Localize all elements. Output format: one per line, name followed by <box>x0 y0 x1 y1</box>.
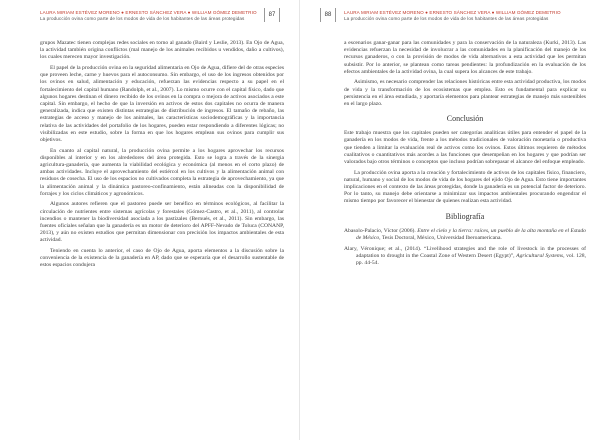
paragraph: Este trabajo muestra que los capitales pueden ser categorías analíticas útiles para entender el papel de la ganadería en los modos de vida, frente a los métodos tradicionales de valoración monetaria o productiva que tienden a limitar la evaluación real de activos como los ovinos. Estos últimos requieren de métodos cualitativos o cuantitativos más acordes a las funciones que desempeñan en los hogares y que podrían ser valorados bajo otros términos o conceptos que incluso podrían sobrepasar el alcance del enfoque empleado. <box>344 130 586 166</box>
running-head-text <box>40 10 257 22</box>
running-head-authors: LAURA MIRIAM ESTÉVEZ MORENO ● ERNESTO SÁNCHEZ VERA ● WILLIAM GÓMEZ DEMETRIO <box>344 10 561 15</box>
paragraph: Teniendo en cuenta lo anterior, el caso de Ojo de Agua, aporta elementos a la discusión sobre la conveniencia de la existencia de la ganadería en AP, dado que se esperaría que el desarrollo sustentable de estos espacios condujera <box>40 248 284 269</box>
paragraph: La producción ovina aporta a la creación y fortalecimiento de activos de los capitales físico, financiero, natural, humano y social de los modos de vida de los hogares del ejido Ojo de Agua. Esto tiene importantes implicaciones en el contexto de las áreas protegidas, donde la ganadería es un potencial factor de deterioro. Por lo tanto, su manejo debe orientarse a minimizar sus impactos ambientales procurando engendrar el mismo tiempo por favorecer el bienestar de quienes realizan esta actividad. <box>344 169 586 205</box>
reference-tail: vol. 128, pp. 44-54. <box>356 252 586 267</box>
paragraph: El papel de la producción ovina en la seguridad alimentaria en Ojo de Agua, difiere del de otras especies que proveen leche, carne y huevos para el autoconsumo. Sin embargo, el uso de los ingresos obtenidos por los ovinos en salud, alimentación y educación, refuerzan las evidencias respecto a su papel en el fortalecimiento del capital humano (Randolph, et al., 2007). Lo mismo ocurre con el capital físico, dado que algunos hogares destinan el dinero recibido de los ovinos en la compra o mejora de activos asociados a este capital. Sin embargo, el hecho de que la inversión en activos de estos dos capitales no ocurra de manera generalizada, indica que existen distintas estrategias de distribución de ingresos. El tamaño de rebaño, las estrategias de acceso y manejo de los animales, las características sociodemográficas y la importancia relativa de las actividades del portafolio de los hogares, pueden estar respondiendo a diferentes lógicas; no visibilizadas en este estudio, sobre la forma en que los hogares emplean sus ovinos para cumplir sus objetivos. <box>40 65 284 144</box>
reference-tail: Tesis Doctoral, México, Universidad Iberoamericana. <box>380 234 502 241</box>
reference-entry <box>344 228 586 242</box>
paragraph: Asimismo, es necesario comprender las relaciones históricas entre esta actividad productiva, los modos de vida y la transformación de los ecosistemas que emplea. Esto es fundamental para explicar su persistencia en el área estudiada, y aportaría elementos para plantear estrategias de manejo más sostenibles en el largo plazo. <box>344 79 586 108</box>
paragraph: Algunos autores refieren que el pastoreo puede ser benéfico en términos ecológicos, al facilitar la circulación de nutrientes entre sistemas agrícolas y forestales (Gómez-Castro, et al., 2011), al controlar incendios o mantener la biodiversidad asociada a los pastizales (Bernués, et al., 2011). Sin embargo, las fuentes oficiales señalan que la ganadería es un motor de deterioro del APFF-Nevado de Toluca (CONANP, 2013), y aún no existen estudios que permitan dimensionar con precisión los impactos ambientales de esta actividad. <box>40 201 284 244</box>
running-head-authors: LAURA MIRIAM ESTÉVEZ MORENO ● ERNESTO SÁNCHEZ VERA ● WILLIAM GÓMEZ DEMETRIO <box>40 10 257 15</box>
page-number: 87 <box>264 8 280 22</box>
paragraph: grupos Mazatec tienen complejas redes sociales en torno al ganado (Baird y Leslie, 2013). En Ojo de Agua, la actividad también origina conflictos (mal manejo de los animales recibidos u vendidos, daño a cultivos), los cuales merecen mayor investigación. <box>40 40 284 61</box>
reference-list <box>344 228 586 268</box>
running-head-subtitle: La producción ovina como parte de los modos de vida de los habitantes de las áreas protegidas <box>40 16 245 21</box>
running-head-right <box>310 10 594 40</box>
paragraph: a escenarios ganar-ganar para las comunidades y para la conservación de la naturaleza (Kurki, 2013). Las evidencias refuerzan la necesidad de involucrar a las comunidades en la planificación del manejo de los recursos ganaderos, o con la provisión de modos de vida alternativos a esta actividad que les permitan subsistir. Por lo anterior, se plantean como tareas pendientes: la profundización en la evaluación de los efectos ambientales de la actividad ovina, la cual supera los alcances de este trabajo. <box>344 40 586 75</box>
left-page-body <box>40 40 284 270</box>
paragraph: En cuanto al capital natural, la producción ovina permite a los hogares aprovechar los recursos disponibles al interior y en los alrededores del área protegida. Esto se logra a través de la sinergia agricultura-ganadería, que aumenta la viabilidad ecológica y económica (al menos en el corto plazo) de ambas actividades. Incluye el aprovechamiento del estiércol en los cultivos y la alimentación animal con residuos de cosecha. El uso de los espacios no cultivados completa la estrategia de aprovechamiento, ya que la alimentación animal y la dinámica pastoreo-confinamiento, están alineadas con la disponibilidad de forrajes y los ciclos climáticos y agronómicos. <box>40 147 284 197</box>
running-head-text <box>344 10 561 22</box>
reference-title: Agricultural Systems, <box>516 252 565 259</box>
running-head-left <box>6 10 290 40</box>
reference-entry <box>344 246 586 268</box>
reference-lead: Abasolo-Palacio, Víctor (2006). <box>344 227 418 234</box>
right-page-body <box>344 40 586 267</box>
right-page <box>300 0 600 440</box>
running-head-subtitle: La producción ovina como parte de los modos de vida de los habitantes de las áreas protegidas <box>344 16 549 21</box>
page-number: 88 <box>320 8 336 22</box>
section-heading-bibliography: Bibliografía <box>445 211 485 221</box>
section-heading-conclusion: Conclusión <box>446 114 484 124</box>
reference-title: Entre el cielo y la tierra: raíces, un pueblo de la alta montaña en el Estado de México, <box>356 227 586 241</box>
reference-lead: Alary, Véronique; et al., (2014). “Livelihood strategies and the role of livestock in the processes of adaptation to drought in the Coastal Zone of Western Desert (Egypt)”, <box>344 245 586 259</box>
